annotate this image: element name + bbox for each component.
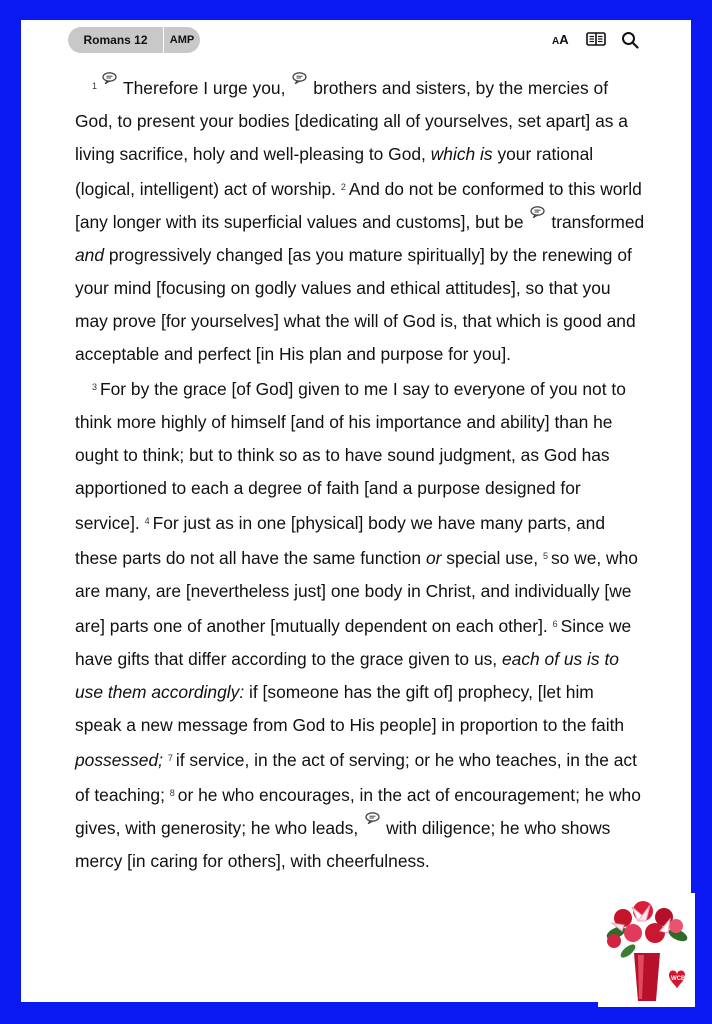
verse-number: 1: [92, 81, 98, 91]
wcb-badge-text: WCB: [671, 976, 686, 982]
verse-text: if [someone has the gift of] prophecy, [let him speak a new message from God to His people] in proportion to the faith: [75, 682, 625, 735]
footnote-icon[interactable]: [292, 72, 307, 84]
verse-text: Since we have gifts that differ according to the grace given to us,: [75, 616, 632, 669]
verse-text: brothers and sisters, by the mercies of God, to present your bodies [dedicating all of yourselves, set apart] as a living sacrifice, holy and well-pleasing to God,: [75, 78, 628, 164]
search-icon[interactable]: [621, 31, 639, 49]
italic-text: and: [75, 245, 105, 265]
verse-text: Therefore I urge you,: [123, 78, 286, 98]
verse-text: And do not be conformed to this world [any longer with its superficial values and customs], but be: [75, 179, 642, 232]
verse-text: your rational (logical, intelligent) act of worship.: [75, 144, 594, 199]
scripture-text: [75, 70, 645, 878]
verse-number: 5: [542, 551, 548, 561]
verse-text: with diligence; he who shows mercy [in caring for others], with cheerfulness.: [75, 818, 611, 871]
verse-number: 6: [552, 619, 558, 629]
verse-number: 4: [144, 516, 150, 526]
verse-number: 8: [169, 788, 175, 798]
footnote-icon[interactable]: [102, 72, 117, 84]
italic-text: possessed;: [75, 750, 163, 770]
verse-text: so we, who are many, are [nevertheless just] one body in Christ, and individually [we are] parts one of another [mutually dependent on each other].: [75, 548, 638, 636]
italic-text: which is: [430, 144, 493, 164]
top-toolbar: [21, 20, 691, 60]
footnote-icon[interactable]: [365, 812, 380, 824]
verse-text: For by the grace [of God] given to me I say to everyone of you not to think more highly of himself [and of his importance and ability] than he ought to think; but to think so as to have sound judgment, as God has apportioned to each a degree of faith [and a purpose designed for service].: [75, 379, 626, 533]
paragraph-1: [75, 70, 645, 371]
verse-number: 3: [92, 382, 98, 392]
verse-text: progressively changed [as you mature spiritually] by the renewing of your mind [focusing on godly values and ethical attitudes], so that you may prove [for yourselves] what the will of God is, that which is good and acceptable and perfect [in His plan and purpose for you].: [75, 245, 636, 364]
paragraph-2: [75, 371, 645, 878]
version-button[interactable]: AMP: [164, 27, 200, 53]
reader-page: [21, 20, 691, 1002]
verse-number: 2: [340, 182, 346, 192]
verse-text: transformed: [551, 212, 645, 232]
verse-number: 7: [167, 753, 173, 763]
verse-text: if service, in the act of serving; or he who teaches, in the act of teaching;: [75, 750, 637, 805]
book-icon[interactable]: [586, 31, 606, 49]
italic-text: each of us is to use them accordingly:: [75, 649, 619, 702]
flower-bouquet-image: [598, 893, 695, 1007]
book-chapter-button[interactable]: Romans 12: [68, 27, 163, 53]
italic-text: or: [425, 548, 442, 568]
text-size-icon[interactable]: AA: [552, 32, 569, 47]
verse-text: or he who encourages, in the act of encouragement; he who gives, with generosity; he who leads,: [75, 785, 641, 838]
verse-text: special use,: [446, 548, 539, 568]
verse-text: For just as in one [physical] body we have many parts, and these parts do not all have the same function: [75, 513, 606, 568]
footnote-icon[interactable]: [530, 206, 545, 218]
